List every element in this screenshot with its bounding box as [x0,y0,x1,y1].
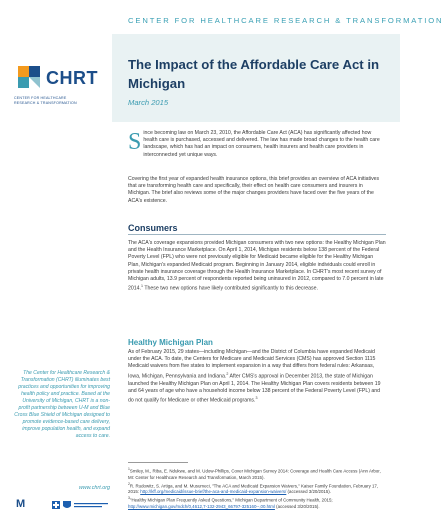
footnote-1: $^1$Smiley, M., Riba, E. Ndukwe, and M. Udow-Phillips, Cover Michigan Survey 2014: Coverage and Health Care Access (Ann Arbor, MI: Center for Healthcare Research and Transformation, March 2015). [128,467,381,480]
section-divider [128,234,386,235]
footnote-2-link[interactable]: http://kff.org/medicaid/issue-brief/the-aca-and-medicaid-expansion-waivers/ [140,489,287,495]
document-date: March 2015 [128,98,169,107]
overview-paragraph: Covering the first year of expanded health insurance options, this brief provides an overview of ACA initiatives that are transforming health care and specifically, their effect on health care consumers and insurers in Michigan. The brief also reviews some of the major changes providers have faced over the five years of the ACA's existence. [128,176,380,204]
section-heading-consumers: Consumers [128,223,178,233]
chrt-about-note: The Center for Healthcare Research & Transformation (CHRT) illuminates best practices and opportunities for improving health policy and practice. Based at the University of Michigan, CHRT is a non-profit partnership between U-M and Blue Cross Blue Shield of Michigan designed to promote evidence-based care delivery, improve population health, and expand access to care. [14,370,110,439]
drop-cap: S [128,129,142,155]
footnotes [128,466,386,510]
university-of-michigan-logo: M [16,498,26,510]
chrt-logo-subtitle: CENTER FOR HEALTHCARE RESEARCH & TRANSFORMATION [14,96,77,105]
consumers-paragraph: The ACA's coverage expansions provided Michigan consumers with two new options: the Healthy Michigan Plan and the Health Insurance Marketplace. On April 1, 2014, Michigan residents below 138 percent of the Federal Poverty Level (FPL) who were not previously eligible for Medicaid became eligible for the Healthy Michigan Plan, Michigan's expanded Medicaid program. Beginning in January 2014, eligible individuals could enroll in private health insurance coverage through the Health Insurance Marketplace. In CHRT's most recent survey of Michigan adults, 13.9 percent of respondents reported being uninsured in 2012, compared to 7.0 percent in late 2014.$^1$ These two new options have likely contributed significantly to this decrease. [128,240,386,292]
section-heading-healthy-michigan-plan: Healthy Michigan Plan [128,338,213,347]
chrt-website-link[interactable]: www.chrt.org [78,485,110,491]
chrt-logo [14,62,104,110]
footnote-3: $^3$"Healthy Michigan Plan Frequently Asked Questions," Michigan Department of Community Health, 2015; http://www.michigan.gov/mdch/0,4612,7-132-2943_66797-325160--,00.html (accessed 3/20/2015). [128,496,333,509]
chrt-logo-mark-icon [14,62,44,92]
chrt-wordmark: CHRT [46,68,98,88]
page-header [0,0,443,34]
partner-logos [16,499,112,511]
blue-cross-blue-shield-logo-icon [52,500,110,510]
footnote-2: $^2$R. Rudowitz, S. Artiga, and M. Musumeci, "The ACA and Medicaid Expansion Waivers," Kaiser Family Foundation, February 17, 2015: http://kff.org/medicaid/issue-brief/the-aca-and-medicaid-expansion-waivers/ (accessed 3/20/2015). [128,481,379,495]
footnote-3-link[interactable]: http://www.michigan.gov/mdch/0,4612,7-132-2943_66797-325160--,00.html [128,503,275,509]
intro-paragraph: Since becoming law on March 23, 2010, the Affordable Care Act (ACA) has significantly affected how health care is purchased, accessed and delivered. The law has made broad changes to the health care landscape, which has had an impact on consumers, health insurers and health care providers in interconnected yet unique ways. [128,129,380,158]
document-title: The Impact of the Affordable Care Act in Michigan [128,57,380,91]
header-organization-name: CENTER FOR HEALTHCARE RESEARCH & TRANSFORMATION [128,16,443,25]
healthy-michigan-plan-paragraph: As of February 2015, 29 states—including Michigan—and the District of Columbia have expanded Medicaid under the ACA. To date, the Centers for Medicare and Medicaid Services (CMS) has approved Section 1115 Medicaid waivers from five states to implement expansion in a way that differs from federal rules: Arkansas, Iowa, Michigan, Pennsylvania and Indiana.$^2$ After CMS's approval in December 2013, the state of Michigan launched the Healthy Michigan Plan on April 1, 2014. The Healthy Michigan Plan covers residents between 19 and 64 years of age who have a household income below 138 percent of the Federal Poverty Level (FPL) and do not qualify for Medicare or other Medicaid programs.$^3$ [128,349,381,404]
footnote-divider [128,462,188,463]
